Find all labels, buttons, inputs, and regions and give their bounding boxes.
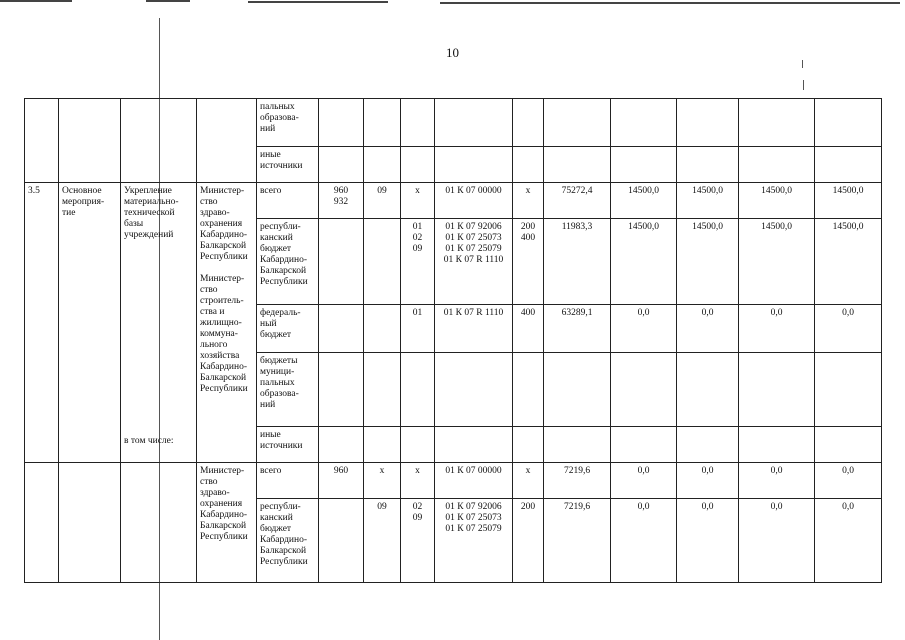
cell-grbs: [319, 427, 364, 463]
cell-csr: [435, 353, 513, 427]
cell-vr: [513, 99, 544, 147]
cell-y4: [739, 427, 815, 463]
cell-y4: 0,0: [739, 463, 815, 499]
cell-y5: 0,0: [815, 463, 882, 499]
cell-grbs: [319, 147, 364, 183]
cell-source: республи- канский бюджет Кабардино- Балкарской Республики: [257, 499, 319, 583]
cell-status: Основное мероприя- тие: [59, 183, 121, 463]
cell-rz: [364, 427, 401, 463]
cell-y1: 75272,4: [544, 183, 611, 219]
cell-y1: [544, 99, 611, 147]
name-text: Укрепление материально- технической базы учреждений: [124, 186, 179, 240]
cell-vr: 400: [513, 305, 544, 353]
cell-y4: [739, 353, 815, 427]
cell-y1: [544, 353, 611, 427]
cell-rz: [364, 305, 401, 353]
cell-csr: 01 К 07 92006 01 К 07 25073 01 К 07 25079: [435, 499, 513, 583]
cell-y3: [677, 353, 739, 427]
cell-source: республи- канский бюджет Кабардино- Балкарской Республики: [257, 219, 319, 305]
cell-y5: [815, 99, 882, 147]
cell-y1: 7219,6: [544, 499, 611, 583]
cell-grbs: [319, 305, 364, 353]
cell-y2: [611, 147, 677, 183]
cell-y3: 14500,0: [677, 219, 739, 305]
cell-csr: 01 К 07 R 1110: [435, 305, 513, 353]
cell-grbs: [319, 99, 364, 147]
budget-table: [24, 98, 882, 583]
cell-source: всего: [257, 463, 319, 499]
cell-vr: 200 400: [513, 219, 544, 305]
cell-y5: 14500,0: [815, 219, 882, 305]
cell-y2: 14500,0: [611, 183, 677, 219]
scan-edge-line: [248, 1, 388, 3]
cell-status: [59, 463, 121, 583]
cell-vr: [513, 427, 544, 463]
margin-mark: [802, 60, 803, 68]
cell-rz: 09: [364, 499, 401, 583]
cell-executors: [197, 99, 257, 183]
cell-status: [59, 99, 121, 183]
cell-grbs: [319, 499, 364, 583]
cell-y4: 14500,0: [739, 219, 815, 305]
cell-num: [25, 463, 59, 583]
cell-csr: 01 К 07 92006 01 К 07 25073 01 К 07 25079 01 К 07 R 1110: [435, 219, 513, 305]
cell-y1: [544, 427, 611, 463]
cell-y3: [677, 147, 739, 183]
cell-y5: [815, 353, 882, 427]
cell-vr: [513, 147, 544, 183]
cell-y5: 0,0: [815, 305, 882, 353]
cell-name: [121, 99, 197, 183]
cell-pr: 02 09: [401, 499, 435, 583]
cell-pr: [401, 147, 435, 183]
table-row: [25, 183, 882, 219]
cell-executors: Министер- ство здраво- охранения Кабардино- Балкарской Республики Министер- ство строитель- ства и жилищно- коммуна- льного хозяйства Кабардино- Балкарской Республики: [197, 183, 257, 463]
cell-y2: 0,0: [611, 499, 677, 583]
cell-grbs: [319, 219, 364, 305]
cell-y5: 0,0: [815, 499, 882, 583]
cell-grbs: 960 932: [319, 183, 364, 219]
cell-y2: [611, 99, 677, 147]
cell-rz: [364, 147, 401, 183]
cell-rz: [364, 353, 401, 427]
scan-edge-line: [0, 0, 72, 2]
cell-y3: 0,0: [677, 305, 739, 353]
cell-y3: 14500,0: [677, 183, 739, 219]
cell-grbs: 960: [319, 463, 364, 499]
cell-pr: х: [401, 463, 435, 499]
cell-y1: 7219,6: [544, 463, 611, 499]
cell-vr: [513, 353, 544, 427]
table-row: [25, 463, 882, 499]
cell-y5: 14500,0: [815, 183, 882, 219]
cell-y1: 63289,1: [544, 305, 611, 353]
cell-y1: [544, 147, 611, 183]
cell-source: пальных образова- ний: [257, 99, 319, 147]
cell-csr: [435, 147, 513, 183]
cell-y2: [611, 353, 677, 427]
cell-rz: [364, 219, 401, 305]
cell-source: бюджеты муници- пальных образова- ний: [257, 353, 319, 427]
cell-pr: [401, 427, 435, 463]
cell-csr: [435, 99, 513, 147]
cell-pr: х: [401, 183, 435, 219]
cell-y4: 0,0: [739, 499, 815, 583]
cell-csr: 01 К 07 00000: [435, 183, 513, 219]
cell-vr: х: [513, 463, 544, 499]
cell-y1: 11983,3: [544, 219, 611, 305]
cell-y5: [815, 427, 882, 463]
cell-y4: [739, 147, 815, 183]
cell-pr: 01: [401, 305, 435, 353]
margin-mark: [803, 80, 804, 90]
cell-y4: [739, 99, 815, 147]
scan-edge-line: [146, 0, 190, 2]
cell-executors: Министер- ство здраво- охранения Кабардино- Балкарской Республики: [197, 463, 257, 583]
cell-y3: [677, 427, 739, 463]
cell-pr: 01 02 09: [401, 219, 435, 305]
cell-pr: [401, 353, 435, 427]
cell-csr: [435, 427, 513, 463]
cell-rz: 09: [364, 183, 401, 219]
cell-num: 3.5: [25, 183, 59, 463]
cell-y3: 0,0: [677, 463, 739, 499]
cell-y4: 0,0: [739, 305, 815, 353]
cell-vr: 200: [513, 499, 544, 583]
cell-y5: [815, 147, 882, 183]
cell-csr: 01 К 07 00000: [435, 463, 513, 499]
name-note: в том числе:: [124, 436, 174, 446]
cell-y2: 0,0: [611, 305, 677, 353]
cell-rz: [364, 99, 401, 147]
cell-source: федераль- ный бюджет: [257, 305, 319, 353]
cell-source: иные источники: [257, 147, 319, 183]
scan-edge-line: [440, 2, 900, 4]
cell-y4: 14500,0: [739, 183, 815, 219]
cell-pr: [401, 99, 435, 147]
cell-rz: х: [364, 463, 401, 499]
cell-name: [121, 463, 197, 583]
cell-y3: 0,0: [677, 499, 739, 583]
cell-vr: х: [513, 183, 544, 219]
cell-name: [121, 183, 197, 463]
cell-y3: [677, 99, 739, 147]
cell-source: иные источники: [257, 427, 319, 463]
cell-num: [25, 99, 59, 183]
cell-y2: [611, 427, 677, 463]
cell-source: всего: [257, 183, 319, 219]
page-number: 10: [446, 45, 459, 60]
cell-grbs: [319, 353, 364, 427]
cell-y2: 0,0: [611, 463, 677, 499]
table-row: [25, 99, 882, 147]
cell-y2: 14500,0: [611, 219, 677, 305]
